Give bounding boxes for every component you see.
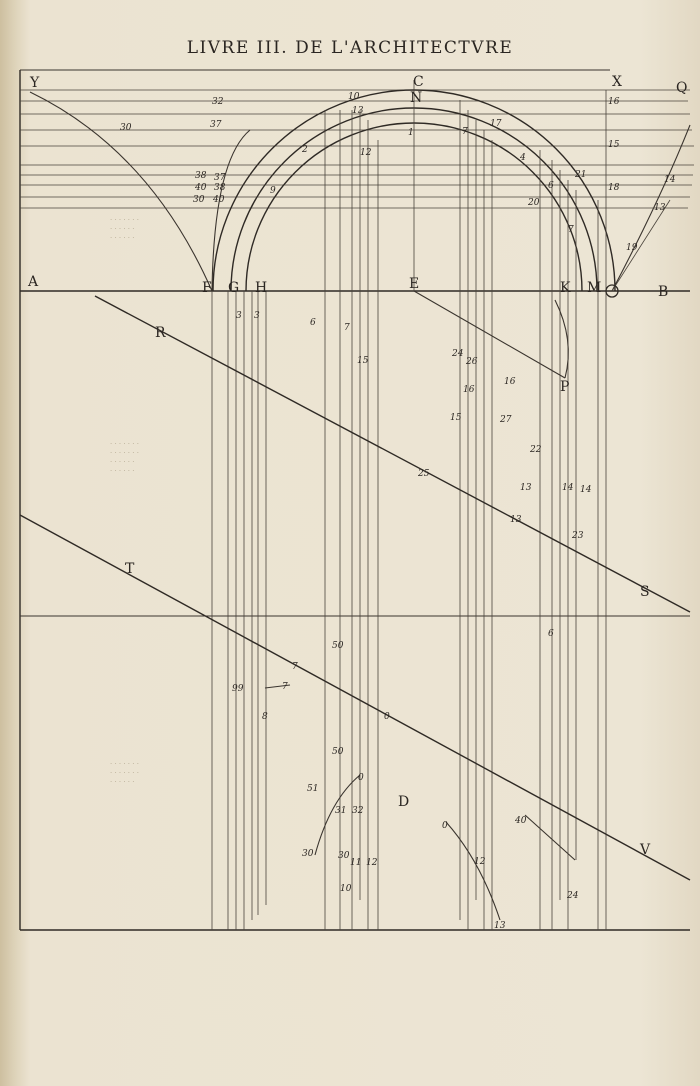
diagram-number: 25: [418, 469, 430, 479]
diagram-number: 26: [466, 357, 478, 367]
diagram-number: 11: [350, 858, 362, 868]
diagram-number: 99: [232, 684, 244, 694]
curve-number: 19: [626, 243, 638, 253]
curve-number: 9: [270, 186, 276, 196]
point-label: E: [409, 276, 420, 292]
point-label: K: [560, 280, 571, 296]
diagram-number: 22: [530, 445, 542, 455]
point-label: X: [612, 74, 622, 90]
diagram-number: 12: [366, 858, 378, 868]
curve-number: 17: [490, 119, 502, 129]
curve-number: 37: [214, 173, 226, 183]
diagram-number: 14: [580, 485, 592, 495]
diagram-number: 13: [520, 483, 532, 493]
left-cusp-curve-inner: [212, 130, 250, 291]
diagram-number: 24: [452, 349, 464, 359]
point-label: H: [255, 280, 268, 296]
diagonal-tv: [20, 515, 690, 880]
curve-number: 30: [193, 195, 205, 205]
curve-number: 14: [664, 175, 676, 185]
diagram-number: 6: [310, 318, 316, 328]
point-label: F: [202, 280, 212, 296]
curve-number: 40: [195, 183, 207, 193]
diagram-number: 30: [302, 849, 314, 859]
point-label: M: [587, 280, 602, 296]
lower-arc-kp: [555, 300, 568, 378]
curve-number: 32: [212, 97, 224, 107]
curve-number: 12: [360, 148, 372, 158]
curve-number: 38: [214, 183, 226, 193]
curve-number: 30: [120, 123, 132, 133]
diagram-number: 16: [463, 385, 475, 395]
curve-number: 13: [352, 106, 364, 116]
diagonal-rs: [95, 296, 690, 612]
diagram-number: 30: [338, 851, 350, 861]
diagram-number: 13: [510, 515, 522, 525]
construction-lines: [20, 70, 694, 930]
margin-note-1: · · · · · · · · · · · · · · · · · · ·: [110, 216, 139, 242]
curve-number: 21: [575, 170, 587, 180]
diagram-number: 15: [357, 356, 369, 366]
diagram-number: 0: [384, 712, 390, 722]
diagram-number: 27: [500, 415, 512, 425]
diagram-number: 12: [474, 857, 486, 867]
diagram-number: 14: [562, 483, 574, 493]
curve-number: 40: [213, 195, 225, 205]
curve-number: 2: [302, 145, 308, 155]
right-diagonal: [612, 200, 670, 291]
point-label: D: [398, 794, 410, 810]
point-label: Y: [30, 75, 40, 91]
curve-number: 1: [408, 128, 414, 138]
point-label: T: [125, 561, 135, 577]
diagram-number: 32: [352, 806, 364, 816]
curve-number: 38: [195, 171, 207, 181]
diagram-number: 6: [548, 629, 554, 639]
diagram-number: 23: [572, 531, 584, 541]
curve-number: 4: [520, 153, 526, 163]
diagram-number: 15: [450, 413, 462, 423]
diagram-number: 51: [307, 784, 319, 794]
curve-number: 37: [210, 120, 222, 130]
diagram-number: 24: [567, 891, 579, 901]
diagram-number: 7: [344, 323, 350, 333]
point-label: B: [658, 284, 669, 300]
curve-number: 6: [548, 181, 554, 191]
curve-number: 16: [608, 97, 620, 107]
curve-number: 7: [462, 127, 468, 137]
margin-note-3: · · · · · · · · · · · · · · · · · · · ·: [110, 760, 139, 786]
diagonal-ep: [414, 291, 565, 378]
diagram-number: 0: [442, 821, 448, 831]
diagram-number: 3: [254, 311, 260, 321]
diagram-number: 50: [332, 641, 344, 651]
point-label: Q: [676, 80, 688, 96]
point-label: C: [413, 74, 424, 90]
diagram-number: 13: [494, 921, 506, 931]
diagram-number: 8: [262, 712, 268, 722]
curve-number: 15: [608, 140, 620, 150]
point-label: V: [640, 842, 651, 858]
point-label: A: [28, 274, 39, 290]
curve-number: 20: [528, 198, 540, 208]
diagram-number: 50: [332, 747, 344, 757]
diagram-number: 10: [340, 884, 352, 894]
diagram-number: 31: [335, 806, 347, 816]
diagram-number: 7: [292, 662, 298, 672]
curve-number: 10: [348, 92, 360, 102]
diagram-number: 16: [504, 377, 516, 387]
lower-curve-d3: [525, 815, 575, 860]
page-heading: LIVRE III. DE L'ARCHITECTVRE: [186, 38, 514, 58]
left-cusp-curve: [30, 92, 212, 291]
diagram-number: 40: [515, 816, 527, 826]
diagram-number: 3: [236, 311, 242, 321]
curve-number: 13: [654, 203, 666, 213]
diagram-number: 7: [282, 682, 288, 692]
point-label: G: [228, 280, 240, 296]
point-label: R: [155, 325, 166, 341]
diagram-number: 0: [358, 773, 364, 783]
curve-number: 18: [608, 183, 620, 193]
curve-number: 7: [568, 225, 574, 235]
point-label: P: [560, 379, 570, 395]
point-label: S: [640, 584, 650, 600]
point-label: N: [410, 90, 423, 106]
margin-note-2: · · · · · · · · · · · · · · · · · · · · · · · · · ·: [110, 440, 139, 475]
